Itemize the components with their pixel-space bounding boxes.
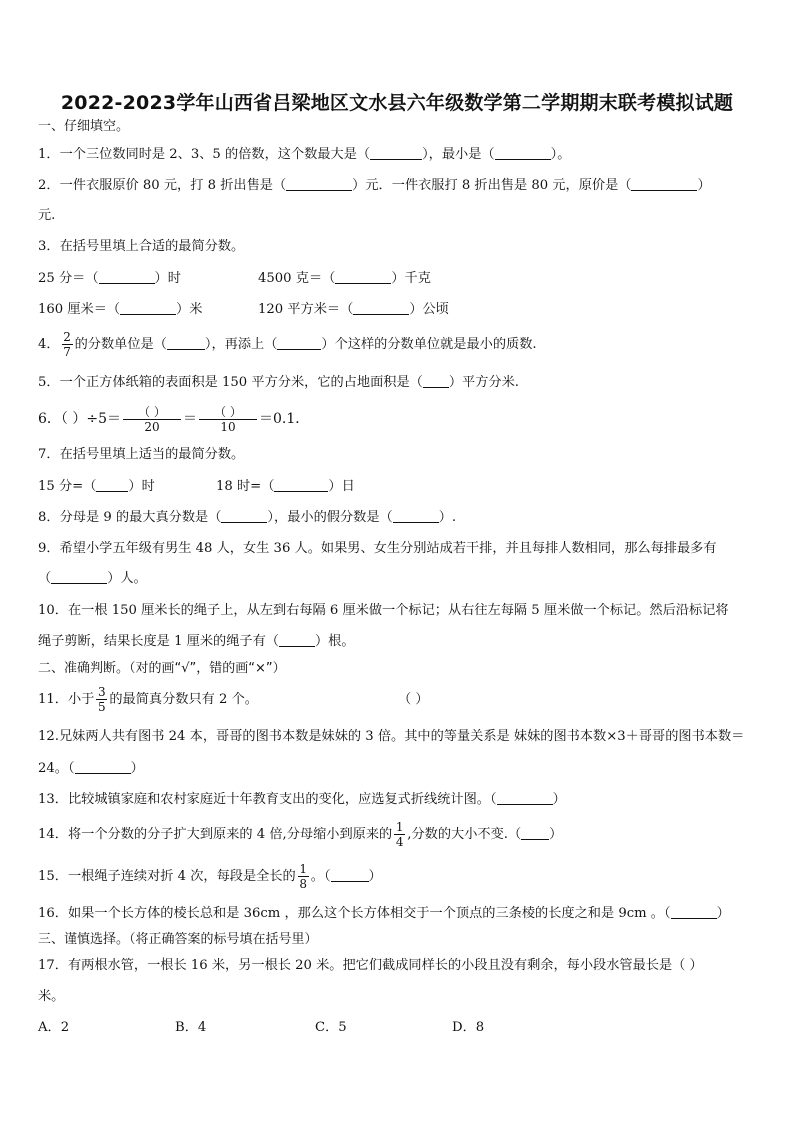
fraction: $\frac{1}{8}$ (299, 862, 308, 891)
question-15: 15．一根绳子连续对折 4 次，每段是全长的 $\frac{1}{8}$ 。（ ） (38, 862, 382, 891)
question-10: 10．在一根 150 厘米长的绳子上，从左到右每隔 6 厘米做一个标记；从右往左每隔 5 厘米做一个标记。然后沿标记将 (38, 603, 729, 618)
question-6: 6．（ ）÷5＝ $\frac{( )}{20}$ ＝ $\frac{( )}{10}$ ＝0.1． (38, 404, 310, 434)
answer-blank[interactable] (279, 633, 315, 647)
answer-blank[interactable] (75, 760, 131, 774)
question-12-cont: 24。（ ） (38, 761, 144, 776)
question-17-cont: 米。 (38, 989, 65, 1004)
answer-blank[interactable] (335, 270, 391, 284)
question-10-cont: 绳子剪断，结果长度是 1 厘米的绳子有（ ）根。 (38, 634, 355, 649)
answer-blank[interactable] (286, 177, 352, 191)
question-4: 4． $\frac{2}{7}$ 的分数单位是（ ），再添上（ ）个这样的分数单位就是最小的质数. (38, 330, 537, 359)
answer-blank[interactable] (495, 146, 551, 160)
answer-blank[interactable] (370, 146, 422, 160)
judge-bracket[interactable]: （ ） (398, 692, 429, 707)
question-8: 8．分母是 9 的最大真分数是（ ），最小的假分数是（ ）. (38, 510, 457, 525)
answer-blank[interactable] (393, 509, 439, 523)
question-17-option-a[interactable]: A．2 (38, 1020, 70, 1035)
section-2-heading: 二、准确判断。（对的画“√”，错的画“×”） (38, 661, 286, 676)
question-9-cont: （ ）人。 (38, 571, 147, 586)
section-1-heading: 一、仔细填空。 (38, 119, 130, 134)
question-1: 1．一个三位数同时是 2、3、5 的倍数，这个数最大是（ ），最小是（ ）。 (38, 147, 571, 162)
question-2: 2．一件衣服原价 80 元，打 8 折出售是（ ）元．一件衣服打 8 折出售是 80 元，原价是（ ） (38, 178, 711, 193)
question-9: 9．希望小学五年级有男生 48 人，女生 36 人。如果男、女生分别站成若干排，并且每排人数相同，那么每排最多有 (38, 541, 717, 556)
answer-blank[interactable] (221, 509, 267, 523)
answer-blank[interactable] (423, 374, 449, 388)
fraction: $\frac{( )}{20}$ (123, 405, 181, 434)
question-3-row-1b: 4500 克＝（ ）千克 (258, 271, 431, 286)
section-3-heading: 三、谨慎选择。（将正确答案的标号填在括号里） (38, 932, 318, 947)
answer-blank[interactable] (497, 791, 553, 805)
question-3-row-2: 160 厘米＝（ ）米 (38, 302, 203, 317)
question-3-row-1: 25 分＝（ ）时 (38, 271, 181, 286)
question-12: 12.兄妹两人共有图书 24 本，哥哥的图书本数是妹妹的 3 倍。其中的等量关系是 妹妹的图书本数×3＋哥哥的图书本数＝ (38, 729, 745, 744)
answer-blank[interactable] (96, 478, 128, 492)
question-13: 13．比较城镇家庭和农村家庭近十年教育支出的变化，应选复式折线统计图。（ ） (38, 792, 566, 807)
question-3-row-2b: 120 平方米＝（ ）公顷 (258, 302, 449, 317)
answer-blank[interactable] (331, 868, 369, 882)
answer-blank[interactable] (99, 270, 155, 284)
fraction: $\frac{2}{7}$ (63, 330, 71, 359)
question-5: 5．一个正方体纸箱的表面积是 150 平方分米，它的占地面积是（ ）平方分米. (38, 375, 519, 390)
answer-blank[interactable] (353, 301, 409, 315)
answer-blank[interactable] (51, 570, 107, 584)
answer-blank[interactable] (277, 336, 321, 350)
fraction: $\frac{( )}{10}$ (199, 405, 257, 434)
question-17-option-c[interactable]: C．5 (315, 1020, 347, 1035)
question-7-row-1: 15 分=（ ）时 (38, 479, 155, 494)
question-14: 14．将一个分数的分子扩大到原来的 4 倍,分母缩小到原来的 $\frac{1}{4}$ ,分数的大小不变.（ ） (38, 820, 563, 849)
fraction: $\frac{3}{5}$ (98, 685, 106, 714)
question-7: 7．在括号里填上适当的最简分数。 (38, 447, 245, 462)
fraction: $\frac{1}{4}$ (395, 820, 404, 849)
answer-blank[interactable] (120, 301, 176, 315)
question-17: 17．有两根水管，一根长 16 米，另一根长 20 米。把它们截成同样长的小段且没有剩余，每小段水管最长是（ ） (38, 958, 703, 973)
answer-blank[interactable] (167, 336, 205, 350)
question-11: 11．小于 $\frac{3}{5}$ 的最简真分数只有 2 个。 （ ） (38, 685, 429, 714)
question-17-option-b[interactable]: B．4 (175, 1020, 207, 1035)
question-17-option-d[interactable]: D．8 (452, 1020, 485, 1035)
answer-blank[interactable] (521, 826, 549, 840)
question-3: 3．在括号里填上合适的最简分数。 (38, 239, 245, 254)
answer-blank[interactable] (274, 478, 328, 492)
question-16: 16．如果一个长方体的棱长总和是 36cm ，那么这个长方体相交于一个顶点的三条棱的长度之和是 9cm 。（ ） (38, 906, 730, 921)
page-title: 2022-2023学年山西省吕梁地区文水县六年级数学第二学期期末联考模拟试题 (60, 92, 734, 114)
answer-blank[interactable] (631, 177, 697, 191)
answer-blank[interactable] (671, 905, 717, 919)
question-2-cont: 元. (38, 208, 56, 223)
question-7-row-1b: 18 时=（ ）日 (216, 479, 355, 494)
